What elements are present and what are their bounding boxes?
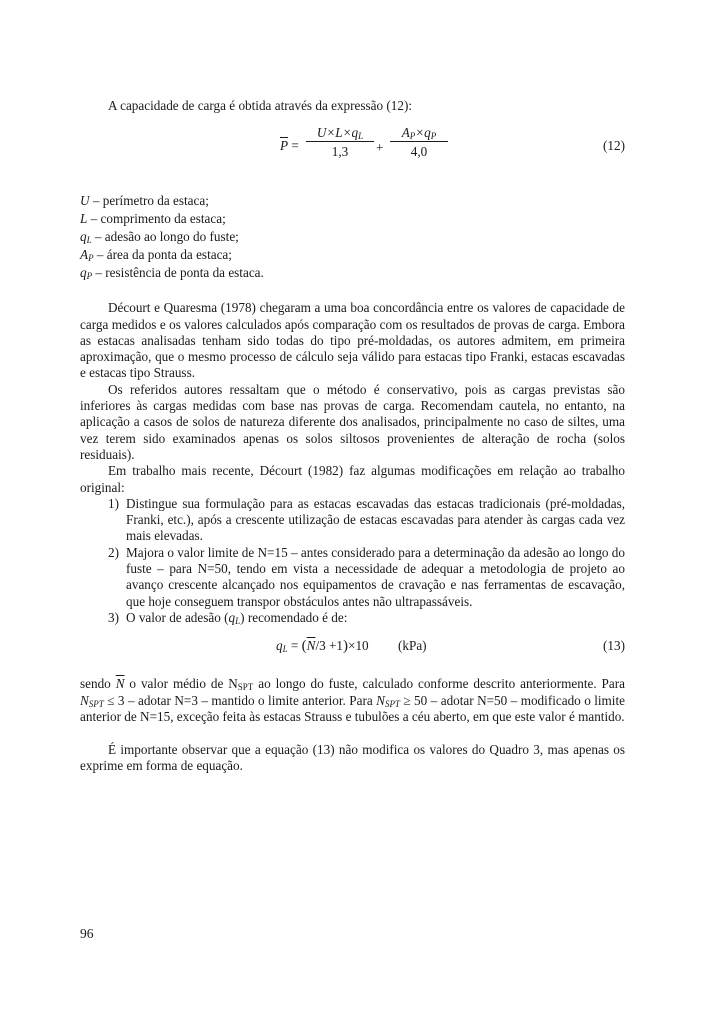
eq13-number: (13) — [603, 638, 625, 654]
legend-item: U – perímetro da estaca; — [80, 193, 209, 209]
eq12-number: (12) — [603, 138, 625, 154]
paragraph-4: sendo $\overline{N}$ o valor médio de $N_{SPT}$ ao longo do fuste, calculado conforme descrito anteriormente. Para $N_{SPT} \le 3$ – adotar N=3 – mantido o limite anterior. Para $N_{SPT} \ge 50$ – adotar N=50 – modificado o limite anterior de N=15, exceção feita às estacas Strauss e tubulões a céu aberto, em que este valor é mantido. — [80, 676, 625, 724]
list-item-2: 2) Majora o valor limite de N=15 – antes considerado para a determinação da adesão ao longo do fuste – para N=50, tendo em vista a necessidade de adequar a metodologia de projeto ao avanço crescente alcançado nos equipamentos de cravação e nas ferramentas de escavação, que hoje conseguem transpor obstáculos antes não ultrapassáveis. — [108, 544, 625, 609]
eq12-plus: + — [376, 140, 384, 156]
intro-text: A capacidade de carga é obtida através da expressão (12): — [108, 98, 413, 113]
paragraph-1: Décourt e Quaresma (1978) chegaram a uma boa concordância entre os valores de capacidade de carga medidos e os valores calculados após comparação com os resultados de provas de carga. Embora as estacas analisadas tenham sido todas do tipo pré-moldadas, os autores admitem, em primeira aproximação, que o mesmo processo de cálculo seja válido para estacas tipo Franki, estacas escavadas e estacas tipo Strauss. — [80, 300, 625, 381]
page-number: 96 — [80, 926, 94, 941]
legend-item: $q_P$ – resistência de ponta da estaca. — [80, 265, 264, 282]
legend-item: $A_P$ – área da ponta da estaca; — [80, 247, 232, 264]
paragraph-2: Os referidos autores ressaltam que o método é conservativo, pois as cargas previstas são inferiores às cargas medidas com base nas provas de carga. Recomendam cautela, no entanto, na aplicação a casos de solos de natureza diferente dos analisados, principalmente no caso de siltes, uma vez terem sido examinados apenas os solos siltosos provenientes de alteração de rocha (solos residuais). — [80, 381, 625, 462]
equation-12 — [80, 124, 625, 172]
list-item-1: 1) Distingue sua formulação para as estacas escavadas das estacas tradicionais (pré-moldadas, Franki, etc.), após a crescente utilização de estacas escavadas para atender às cargas cada vez mais elevadas. — [108, 495, 625, 544]
eq12-lhs: $\overline{P}$ = — [280, 138, 299, 154]
equation-13 — [80, 638, 625, 664]
symbol-legend — [80, 192, 625, 282]
eq13-unit: (kPa) — [398, 638, 427, 654]
eq13-expression: $q_L = (\overline{N}/3 +1)\times 10$ — [276, 638, 369, 655]
paragraph-5: É importante observar que a equação (13) não modifica os valores do Quadro 3, mas apenas os exprime em forma de equação. — [80, 742, 625, 774]
document-body — [80, 98, 625, 775]
list-item-3: 3) O valor de adesão $(q_L)$ recomendado é de: — [108, 609, 348, 626]
legend-item: $q_L$ – adesão ao longo do fuste; — [80, 229, 239, 246]
eq12-fraction-1: $\frac{U\times L\times q_L}{1,3}$ — [306, 124, 374, 162]
eq12-fraction-2: $\frac{A_P\times q_P}{4,0}$ — [390, 124, 448, 162]
paragraph-3: Em trabalho mais recente, Décourt (1982) faz algumas modificações em relação ao trabalho original: — [80, 463, 625, 495]
legend-item: L – comprimento da estaca; — [80, 211, 226, 227]
